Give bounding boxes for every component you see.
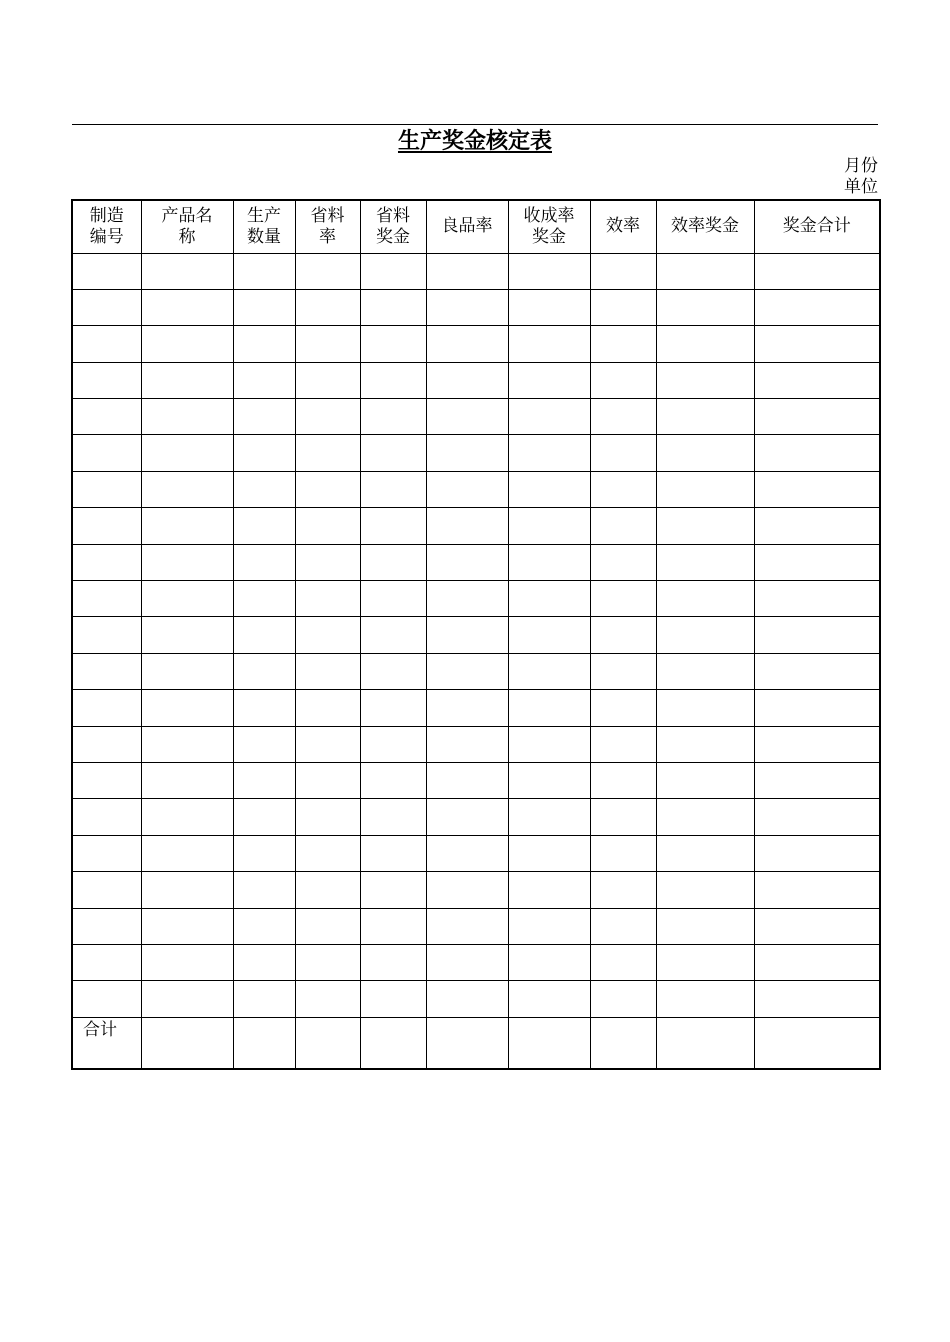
table-cell[interactable]	[426, 253, 508, 289]
table-cell[interactable]	[754, 362, 880, 398]
col-header	[656, 200, 754, 253]
table-cell[interactable]	[656, 544, 754, 580]
table-cell	[754, 1017, 880, 1069]
table-cell[interactable]	[754, 981, 880, 1017]
table-cell[interactable]	[141, 362, 233, 398]
table-cell[interactable]	[141, 471, 233, 507]
table-cell[interactable]	[295, 362, 360, 398]
table-cell[interactable]	[754, 762, 880, 798]
table-cell[interactable]	[72, 471, 141, 507]
table-cell[interactable]	[360, 289, 426, 325]
table-cell[interactable]	[360, 544, 426, 580]
table-cell[interactable]	[72, 581, 141, 617]
table-row	[72, 726, 880, 762]
col-header	[233, 200, 295, 253]
table-cell[interactable]	[590, 944, 656, 980]
table-cell[interactable]	[426, 617, 508, 653]
table-cell[interactable]	[233, 508, 295, 544]
table-cell[interactable]	[72, 653, 141, 689]
table-cell[interactable]	[426, 908, 508, 944]
table-cell[interactable]	[141, 981, 233, 1017]
table-cell[interactable]	[295, 690, 360, 726]
table-cell[interactable]	[233, 471, 295, 507]
table-cell[interactable]	[508, 690, 590, 726]
table-cell[interactable]	[590, 908, 656, 944]
total-label: 合计	[72, 1017, 141, 1069]
table-cell[interactable]	[233, 253, 295, 289]
col-header-line: 省料	[376, 205, 410, 226]
table-row	[72, 508, 880, 544]
table-cell[interactable]	[754, 399, 880, 435]
table-cell[interactable]	[233, 544, 295, 580]
table-cell[interactable]	[295, 981, 360, 1017]
table-cell[interactable]	[233, 872, 295, 908]
table-cell[interactable]	[590, 799, 656, 835]
col-header-line: 称	[178, 226, 196, 247]
table-cell[interactable]	[590, 362, 656, 398]
table-cell[interactable]	[295, 872, 360, 908]
table-cell[interactable]	[295, 835, 360, 871]
total-row	[72, 1017, 880, 1069]
table-cell[interactable]	[426, 799, 508, 835]
table-cell[interactable]	[656, 944, 754, 980]
table-cell[interactable]	[72, 326, 141, 362]
table-cell[interactable]	[754, 653, 880, 689]
table-cell[interactable]	[426, 399, 508, 435]
table-cell[interactable]	[590, 872, 656, 908]
col-header-line: 产品名	[161, 205, 213, 226]
col-header-line: 数量	[247, 226, 281, 247]
unit-label: 单位	[844, 177, 878, 197]
table-cell[interactable]	[72, 435, 141, 471]
col-header	[590, 200, 656, 253]
table-cell[interactable]	[141, 944, 233, 980]
table-cell[interactable]	[508, 799, 590, 835]
table-cell[interactable]	[508, 326, 590, 362]
table-cell[interactable]	[754, 471, 880, 507]
table-cell[interactable]	[141, 762, 233, 798]
table-cell[interactable]	[141, 435, 233, 471]
table-cell[interactable]	[360, 944, 426, 980]
table-cell[interactable]	[360, 508, 426, 544]
table-cell[interactable]	[295, 581, 360, 617]
table-cell[interactable]	[426, 762, 508, 798]
table-cell[interactable]	[426, 653, 508, 689]
table-cell[interactable]	[72, 544, 141, 580]
table-cell[interactable]	[72, 399, 141, 435]
col-header	[141, 200, 233, 253]
table-cell[interactable]	[141, 872, 233, 908]
table-cell[interactable]	[656, 981, 754, 1017]
table-cell[interactable]	[508, 581, 590, 617]
table-cell[interactable]	[360, 835, 426, 871]
table-cell[interactable]	[233, 799, 295, 835]
table-cell[interactable]	[233, 981, 295, 1017]
table-cell[interactable]	[426, 944, 508, 980]
table-cell[interactable]	[508, 435, 590, 471]
col-header	[295, 200, 360, 253]
table-cell[interactable]	[360, 435, 426, 471]
table-cell[interactable]	[295, 726, 360, 762]
month-label: 月份	[844, 156, 878, 176]
table-cell[interactable]	[656, 690, 754, 726]
table-cell[interactable]	[508, 544, 590, 580]
table-cell[interactable]	[72, 690, 141, 726]
table-cell[interactable]	[754, 690, 880, 726]
table-cell[interactable]	[426, 362, 508, 398]
table-cell[interactable]	[72, 799, 141, 835]
table-cell[interactable]	[590, 653, 656, 689]
table-row	[72, 544, 880, 580]
table-cell[interactable]	[72, 835, 141, 871]
table-cell[interactable]	[426, 435, 508, 471]
table-cell[interactable]	[508, 508, 590, 544]
page-title-text: 生产奖金核定表	[397, 129, 552, 154]
table-cell[interactable]	[656, 872, 754, 908]
table-cell[interactable]	[141, 544, 233, 580]
table-cell[interactable]	[295, 326, 360, 362]
table-row	[72, 653, 880, 689]
table-cell[interactable]	[656, 435, 754, 471]
table-row	[72, 617, 880, 653]
table-cell[interactable]	[590, 435, 656, 471]
table-cell[interactable]	[754, 835, 880, 871]
table-cell[interactable]	[426, 326, 508, 362]
table-cell[interactable]	[508, 653, 590, 689]
table-cell[interactable]	[508, 471, 590, 507]
table-cell[interactable]	[754, 726, 880, 762]
table-row	[72, 435, 880, 471]
col-header-line: 奖金	[376, 226, 410, 247]
table-cell[interactable]	[295, 617, 360, 653]
col-header-line: 生产	[247, 205, 281, 226]
table-cell[interactable]	[141, 799, 233, 835]
table-cell[interactable]	[656, 908, 754, 944]
table-cell[interactable]	[656, 799, 754, 835]
table-cell[interactable]	[656, 362, 754, 398]
table-cell[interactable]	[360, 253, 426, 289]
table-cell[interactable]	[360, 762, 426, 798]
table-cell	[360, 1017, 426, 1069]
table-cell[interactable]	[360, 617, 426, 653]
table-cell[interactable]	[426, 872, 508, 908]
table-cell[interactable]	[72, 872, 141, 908]
table-cell[interactable]	[233, 435, 295, 471]
table-cell[interactable]	[754, 435, 880, 471]
table-row	[72, 762, 880, 798]
table-cell[interactable]	[656, 762, 754, 798]
table-cell[interactable]	[360, 690, 426, 726]
table-cell[interactable]	[656, 617, 754, 653]
col-header	[426, 200, 508, 253]
table-cell[interactable]	[295, 653, 360, 689]
table-cell[interactable]	[426, 581, 508, 617]
table-cell[interactable]	[754, 581, 880, 617]
table-cell[interactable]	[141, 581, 233, 617]
table-cell[interactable]	[72, 617, 141, 653]
table-cell[interactable]	[508, 362, 590, 398]
table-cell[interactable]	[360, 726, 426, 762]
table-cell[interactable]	[656, 253, 754, 289]
table-cell[interactable]	[141, 690, 233, 726]
table-cell[interactable]	[360, 981, 426, 1017]
table-row	[72, 944, 880, 980]
table-cell[interactable]	[508, 762, 590, 798]
table-cell[interactable]	[233, 762, 295, 798]
table-cell[interactable]	[426, 981, 508, 1017]
table-cell[interactable]	[360, 581, 426, 617]
table-cell[interactable]	[754, 944, 880, 980]
table-cell[interactable]	[656, 581, 754, 617]
bonus-table	[71, 199, 881, 1070]
table-cell[interactable]	[656, 399, 754, 435]
table-cell[interactable]	[754, 799, 880, 835]
table-cell[interactable]	[141, 617, 233, 653]
table-cell[interactable]	[508, 253, 590, 289]
table-cell[interactable]	[72, 508, 141, 544]
table-cell[interactable]	[141, 835, 233, 871]
table-cell[interactable]	[295, 762, 360, 798]
table-cell[interactable]	[233, 653, 295, 689]
col-header	[754, 200, 880, 253]
table-cell[interactable]	[754, 326, 880, 362]
col-header-line: 收成率	[523, 205, 575, 226]
table-cell	[295, 1017, 360, 1069]
table-cell[interactable]	[72, 762, 141, 798]
table-cell	[233, 1017, 295, 1069]
table-cell[interactable]	[72, 908, 141, 944]
table-cell[interactable]	[590, 617, 656, 653]
table-cell[interactable]	[233, 690, 295, 726]
table-cell[interactable]	[508, 289, 590, 325]
table-cell[interactable]	[233, 362, 295, 398]
col-header-line: 良品率	[441, 216, 493, 237]
table-row	[72, 399, 880, 435]
table-cell[interactable]	[72, 944, 141, 980]
table-row	[72, 981, 880, 1017]
table-cell	[590, 1017, 656, 1069]
table-cell[interactable]	[754, 908, 880, 944]
table-cell[interactable]	[233, 726, 295, 762]
table-cell[interactable]	[754, 872, 880, 908]
col-header-line: 编号	[89, 226, 124, 247]
table-cell[interactable]	[656, 835, 754, 871]
table-row	[72, 326, 880, 362]
table-cell[interactable]	[295, 908, 360, 944]
table-cell[interactable]	[233, 326, 295, 362]
table-cell[interactable]	[590, 508, 656, 544]
table-cell[interactable]	[360, 471, 426, 507]
table-cell[interactable]	[426, 471, 508, 507]
table-cell[interactable]	[360, 799, 426, 835]
table-cell[interactable]	[426, 726, 508, 762]
table-cell[interactable]	[360, 326, 426, 362]
table-cell[interactable]	[72, 289, 141, 325]
table-cell[interactable]	[233, 835, 295, 871]
table-cell[interactable]	[233, 944, 295, 980]
table-cell[interactable]	[426, 544, 508, 580]
table-cell[interactable]	[72, 726, 141, 762]
table-cell[interactable]	[508, 944, 590, 980]
table-row	[72, 690, 880, 726]
table-cell[interactable]	[754, 544, 880, 580]
col-header-line: 效率奖金	[671, 216, 739, 237]
col-header-line: 省料	[310, 205, 345, 226]
table-cell[interactable]	[141, 726, 233, 762]
col-header-line: 奖金	[532, 226, 566, 247]
table-cell[interactable]	[656, 726, 754, 762]
table-cell[interactable]	[590, 544, 656, 580]
table-row	[72, 253, 880, 289]
table-cell[interactable]	[590, 690, 656, 726]
table-body	[72, 253, 880, 1069]
table-cell[interactable]	[508, 981, 590, 1017]
table-cell[interactable]	[508, 726, 590, 762]
table-cell[interactable]	[295, 253, 360, 289]
col-header-line: 效率	[606, 216, 640, 237]
table-cell[interactable]	[754, 253, 880, 289]
table-cell[interactable]	[295, 508, 360, 544]
table-cell[interactable]	[754, 617, 880, 653]
table-cell[interactable]	[426, 690, 508, 726]
table-cell[interactable]	[72, 362, 141, 398]
table-cell[interactable]	[72, 253, 141, 289]
table-cell[interactable]	[72, 981, 141, 1017]
table-cell[interactable]	[141, 289, 233, 325]
table-row	[72, 835, 880, 871]
table-cell[interactable]	[426, 508, 508, 544]
table-cell[interactable]	[360, 653, 426, 689]
table-cell[interactable]	[590, 726, 656, 762]
table-cell[interactable]	[295, 944, 360, 980]
table-cell[interactable]	[590, 762, 656, 798]
table-cell[interactable]	[590, 399, 656, 435]
table-cell[interactable]	[295, 399, 360, 435]
col-header	[508, 200, 590, 253]
table-cell[interactable]	[508, 835, 590, 871]
table-cell[interactable]	[295, 544, 360, 580]
table-cell[interactable]	[233, 399, 295, 435]
table-cell[interactable]	[426, 289, 508, 325]
table-cell[interactable]	[508, 872, 590, 908]
header-row	[72, 200, 880, 253]
table-cell[interactable]	[295, 799, 360, 835]
table-cell	[141, 1017, 233, 1069]
table-cell[interactable]	[656, 653, 754, 689]
table-cell[interactable]	[295, 435, 360, 471]
table-row	[72, 581, 880, 617]
table-row	[72, 799, 880, 835]
table-row	[72, 289, 880, 325]
table-row	[72, 872, 880, 908]
page-title	[0, 127, 950, 157]
table-cell	[508, 1017, 590, 1069]
table-cell[interactable]	[141, 326, 233, 362]
table-cell[interactable]	[141, 508, 233, 544]
table-cell	[426, 1017, 508, 1069]
table-cell[interactable]	[508, 399, 590, 435]
table-cell[interactable]	[590, 835, 656, 871]
table-cell[interactable]	[508, 908, 590, 944]
table-cell[interactable]	[754, 508, 880, 544]
table-cell[interactable]	[141, 253, 233, 289]
table-row	[72, 471, 880, 507]
table-cell[interactable]	[590, 981, 656, 1017]
table-cell[interactable]	[233, 581, 295, 617]
table-cell[interactable]	[656, 471, 754, 507]
table-cell[interactable]	[656, 289, 754, 325]
table-cell[interactable]	[590, 471, 656, 507]
table-cell[interactable]	[233, 908, 295, 944]
table-cell[interactable]	[233, 617, 295, 653]
table-cell[interactable]	[295, 289, 360, 325]
table-cell[interactable]	[141, 653, 233, 689]
table-row	[72, 908, 880, 944]
col-header	[72, 200, 141, 253]
table-cell[interactable]	[360, 399, 426, 435]
table-cell[interactable]	[590, 253, 656, 289]
table-cell[interactable]	[141, 399, 233, 435]
table-cell[interactable]	[360, 362, 426, 398]
top-rule	[72, 124, 878, 125]
table-cell[interactable]	[508, 617, 590, 653]
table-cell[interactable]	[754, 289, 880, 325]
col-header-line: 制造	[89, 205, 124, 226]
col-header	[360, 200, 426, 253]
table-cell[interactable]	[360, 872, 426, 908]
table-cell[interactable]	[590, 326, 656, 362]
col-header-line: 率	[319, 226, 336, 247]
table-cell[interactable]	[590, 581, 656, 617]
table-cell[interactable]	[141, 908, 233, 944]
col-header-line: 奖金合计	[782, 216, 851, 237]
table-cell[interactable]	[295, 471, 360, 507]
table-cell[interactable]	[233, 289, 295, 325]
table-cell[interactable]	[656, 508, 754, 544]
table-cell[interactable]	[656, 326, 754, 362]
table-row	[72, 362, 880, 398]
table-cell[interactable]	[360, 908, 426, 944]
table-cell	[656, 1017, 754, 1069]
table-cell[interactable]	[426, 835, 508, 871]
table-cell[interactable]	[590, 289, 656, 325]
